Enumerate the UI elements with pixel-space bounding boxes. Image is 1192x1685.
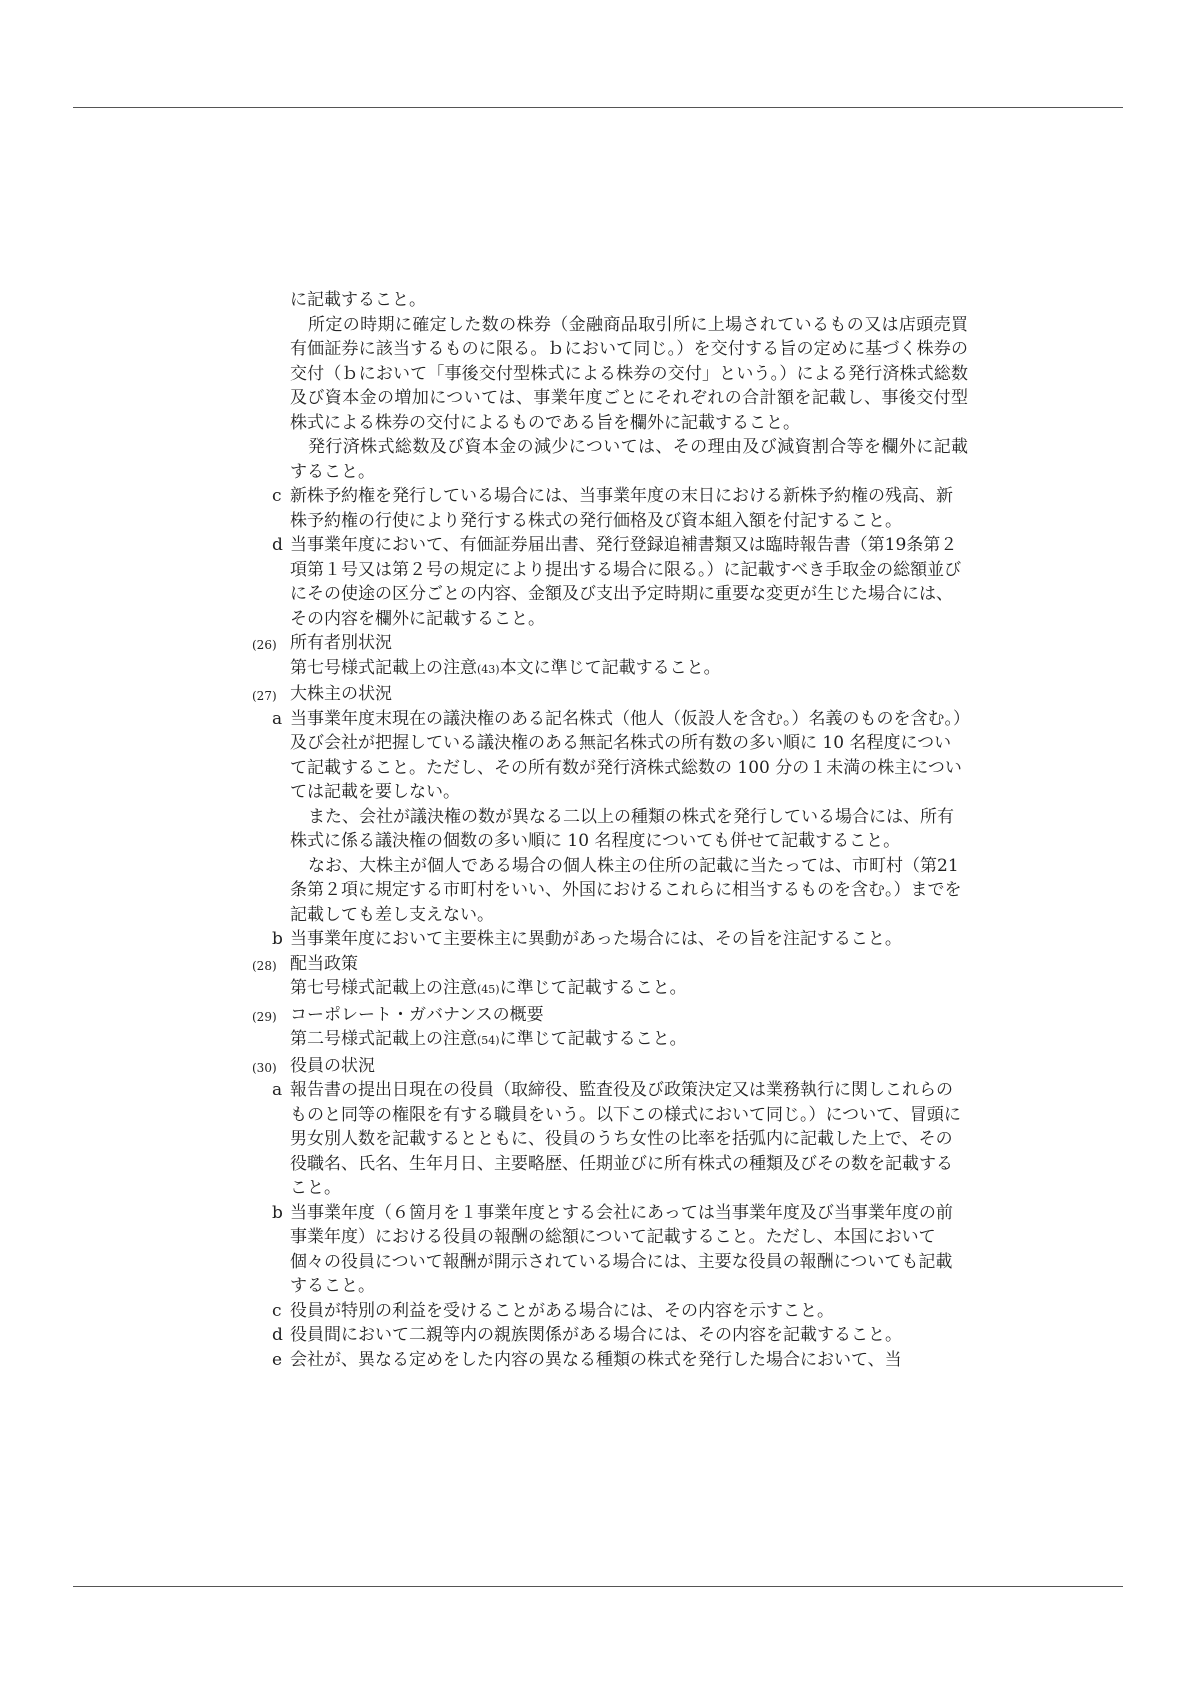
intro-paragraph-1: に記載すること。 [290, 290, 426, 310]
list-item [248, 1348, 968, 1373]
item-marker: d [272, 1325, 283, 1345]
section-title: 大株主の状況 [290, 684, 392, 704]
item-text: 報告書の提出日現在の役員（取締役、監査役及び政策決定又は業務執行に関しこれらのものと同等の権限を有する職員をいう。以下この様式において同じ。）について、冒頭に男女別人数を記載するとともに、役員のうち女性の比率を括弧内に記載した上で、その役職名、氏名、生年月日、主要略歴、任期並びに所有株式の種類及びその数を記載すること。 [290, 1080, 961, 1198]
item-text: 役員間において二親等内の親族関係がある場合には、その内容を記載すること。 [290, 1325, 902, 1345]
section-26 [248, 631, 968, 682]
list-item [248, 707, 968, 928]
section-body: 第二号様式記載上の注意(54)に準じて記載すること。 [290, 1029, 687, 1049]
section-number: (26) [252, 638, 277, 652]
section-title: コーポレート・ガバナンスの概要 [290, 1004, 544, 1025]
item-text: 当事業年度において主要株主に異動があった場合には、その旨を注記すること。 [290, 929, 902, 949]
section-title: 役員の状況 [290, 1055, 375, 1076]
item-marker: a [272, 1080, 283, 1100]
item-text: 会社が、異なる定めをした内容の異なる種類の株式を発行した場合において、当 [290, 1349, 902, 1370]
section-number: (29) [252, 1009, 277, 1024]
document-body [248, 288, 968, 1372]
list-item [248, 533, 968, 631]
item-text: また、会社が議決権の数が異なる二以上の種類の株式を発行している場合には、所有株式に係る議決権の個数の多い順に 10 名程度についても併せて記載すること。 [290, 806, 954, 851]
intro-block [248, 288, 968, 484]
section-body: 第七号様式記載上の注意(43)本文に準じて記載すること。 [290, 657, 721, 678]
item-marker: a [272, 708, 283, 729]
intro-paragraph-3: 発行済株式総数及び資本金の減少については、その理由及び減資割合等を欄外に記載すること。 [290, 437, 968, 482]
list-item [248, 927, 968, 952]
item-marker: b [272, 1202, 283, 1223]
section-29 [248, 1003, 968, 1054]
item-marker: e [272, 1349, 283, 1370]
item-marker: c [272, 1300, 282, 1321]
item-text: 新株予約権を発行している場合には、当事業年度の末日における新株予約権の残高、新株予約権の行使により発行する株式の発行価格及び資本組入額を付記すること。 [290, 486, 953, 531]
section-title: 配当政策 [290, 953, 358, 974]
item-text: なお、大株主が個人である場合の個人株主の住所の記載に当たっては、市町村（第21条第２項に規定する市町村をいい、外国におけるこれらに相当するものを含む。）までを記載しても差し支えない。 [290, 855, 962, 925]
section-number: (30) [252, 1060, 277, 1075]
item-marker: d [272, 535, 283, 555]
footer-rule [73, 1586, 1123, 1587]
list-item [248, 1323, 968, 1348]
list-item [248, 1078, 968, 1201]
item-marker: b [272, 929, 283, 949]
section-28 [248, 952, 968, 1003]
item-text: 当事業年度（６箇月を１事業年度とする会社にあっては当事業年度及び当事業年度の前事業年度）における役員の報酬の総額について記載すること。ただし、本国において個々の役員について報酬が開示されている場合には、主要な役員の報酬についても記載すること。 [290, 1202, 953, 1296]
item-text: 当事業年度において、有価証券届出書、発行登録追補書類又は臨時報告書（第19条第２項第１号又は第２号の規定により提出する場合に限る。）に記載すべき手取金の総額並びにその使途の区分ごとの内容、金額及び支出予定時期に重要な変更が生じた場合には、その内容を欄外に記載すること。 [290, 535, 962, 629]
list-item [248, 484, 968, 533]
item-text: 当事業年度末現在の議決権のある記名株式（他人（仮設人を含む。）名義のものを含む。）及び会社が把握している議決権のある無記名株式の所有数の多い順に 10 名程度について記載すること。ただし、その所有数が発行済株式総数の 100 分の１未満の株主については記載を要しない。 [290, 708, 962, 802]
section-27 [248, 682, 968, 707]
list-item [248, 1299, 968, 1324]
section-body: 第七号様式記載上の注意(45)に準じて記載すること。 [290, 978, 687, 998]
header-rule [73, 107, 1123, 108]
section-30 [248, 1054, 968, 1079]
list-item [248, 1201, 968, 1299]
section-number: (27) [252, 689, 277, 703]
item-text: 役員が特別の利益を受けることがある場合には、その内容を示すこと。 [290, 1300, 834, 1321]
section-number: (28) [252, 958, 277, 973]
intro-paragraph-2: 所定の時期に確定した数の株券（金融商品取引所に上場されているもの又は店頭売買有価証券に該当するものに限る。ｂにおいて同じ。）を交付する旨の定めに基づく株券の交付（ｂにおいて「事後交付型株式による株券の交付」という。）による発行済株式総数及び資本金の増加については、事業年度ごとにそれぞれの合計額を記載し、事後交付型株式による株券の交付によるものである旨を欄外に記載すること。 [290, 314, 968, 433]
section-title: 所有者別状況 [290, 633, 392, 653]
item-marker: c [272, 486, 282, 506]
